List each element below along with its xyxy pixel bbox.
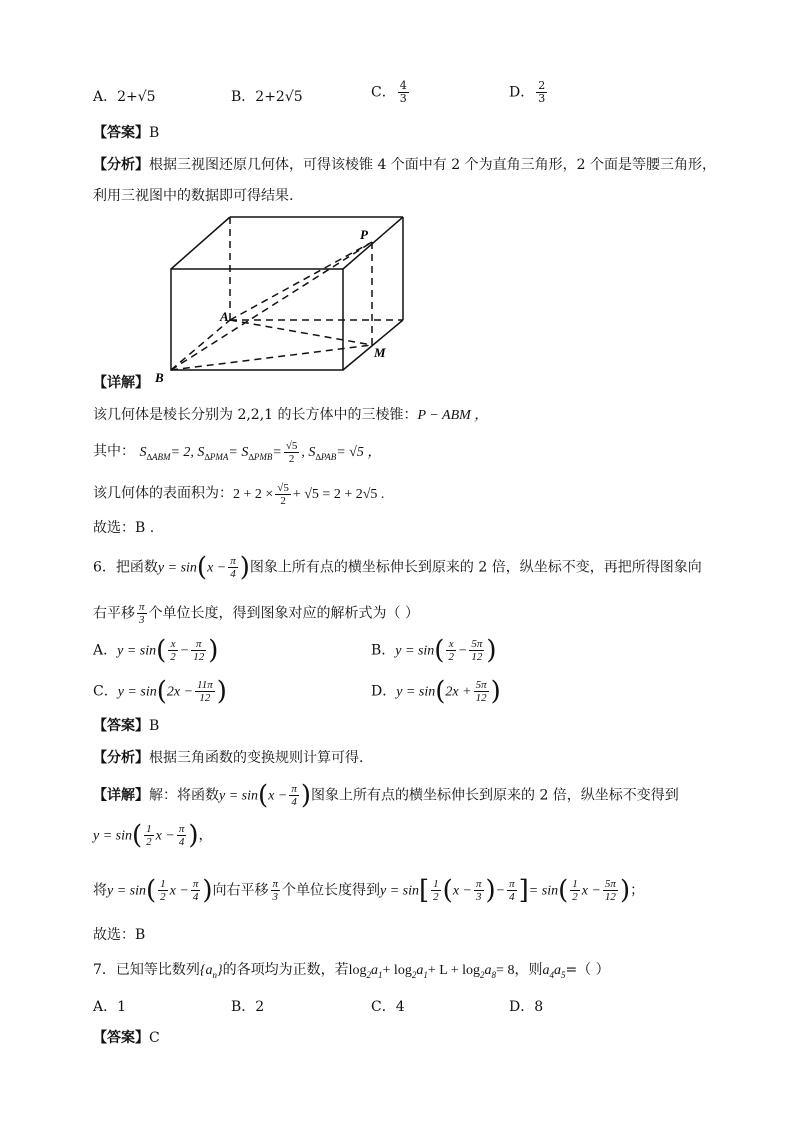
math-text: = 2, S — [170, 444, 205, 460]
frac-den: 4 — [178, 836, 185, 848]
q5-answer — [93, 123, 159, 143]
subscript: ∆PMB — [248, 451, 273, 462]
frac-num: π — [291, 783, 297, 795]
q5-detail-tag — [93, 373, 149, 393]
subscript: 4 — [549, 970, 554, 980]
frac-den: 12 — [475, 692, 487, 704]
frac-den: 3 — [272, 891, 278, 903]
q6-choose — [93, 925, 145, 945]
math-text: y = sin — [107, 883, 146, 899]
frac-num: 1 — [572, 878, 578, 890]
frac-den: 4 — [192, 891, 199, 903]
subscript: 2 — [411, 970, 417, 980]
q6-detail-line-3 — [93, 875, 645, 906]
subscript: 2 — [366, 970, 372, 980]
subscript: 8 — [491, 970, 497, 980]
q5-analysis-line-2 — [93, 186, 293, 206]
left-bracket: [ — [419, 875, 430, 906]
frac-den: 2 — [433, 891, 439, 903]
segment-ap — [230, 242, 372, 320]
segment-bp — [171, 242, 372, 370]
sequence-symbol — [200, 963, 223, 978]
fraction — [195, 679, 215, 704]
math-text: x − — [452, 883, 472, 899]
frac-num: 2 — [538, 79, 546, 92]
q5-option-c-label: C． — [371, 84, 396, 101]
q5-option-a-text: A．2+√5 — [93, 89, 156, 105]
subscript: 1 — [423, 970, 428, 980]
left-paren: ( — [196, 552, 208, 583]
choose-text: 故选：B . — [93, 520, 155, 536]
math-text: 2 + 2 × — [233, 486, 274, 502]
right-paren: ) — [486, 635, 497, 666]
math-text: y = sin — [117, 643, 157, 659]
option-text: D．8 — [509, 999, 544, 1015]
fraction — [507, 878, 517, 903]
right-paren: ) — [208, 635, 219, 666]
right-paren: ) — [490, 676, 501, 707]
subscript: ∆ABM — [146, 451, 171, 462]
label-b: B — [155, 370, 164, 385]
frac-num: x — [446, 638, 456, 651]
math-text: y = sin — [93, 828, 132, 844]
frac-den: 2 — [146, 836, 152, 848]
math-text: log — [348, 963, 367, 978]
math-text: a — [371, 963, 379, 978]
option-text: B．2 — [231, 999, 265, 1015]
q6-option-a: A．y = sin( $\frac{x}{2}$ − $\frac{\pi}{12}$ ) — [93, 635, 219, 666]
detail-tag: 【详解】 — [93, 787, 149, 804]
cuboid-edge — [343, 320, 403, 370]
fraction — [474, 878, 484, 903]
right-paren: ) — [300, 780, 311, 811]
left-paren: ( — [156, 635, 167, 666]
frac-num: x — [168, 638, 178, 651]
math-text: = √5 ， — [336, 444, 382, 460]
math-text: x − — [268, 788, 288, 804]
cuboid-edge — [343, 217, 403, 269]
frac-den: 3 — [476, 891, 482, 903]
frac-num: π — [192, 878, 199, 890]
question-text: =（ ） — [565, 962, 610, 978]
analysis-tag: 【分析】 — [93, 157, 149, 173]
fraction — [469, 638, 484, 663]
frac-num: √5 — [277, 482, 289, 494]
frac-num: 1 — [160, 878, 166, 890]
frac-num: π — [272, 878, 279, 890]
pyramid-name: P − ABM ， — [417, 408, 489, 423]
math-text: − — [495, 883, 506, 899]
q5-option-d — [509, 80, 549, 105]
frac-den: 2 — [280, 495, 286, 507]
fraction — [144, 823, 154, 848]
q5-choose — [93, 518, 154, 538]
product-expr — [542, 963, 565, 978]
answer-tag: 【答案】 — [93, 125, 149, 141]
frac-den: 2 — [160, 891, 166, 903]
frac-num: 5π — [475, 679, 487, 691]
q7-option-c — [371, 997, 405, 1017]
subscript: 5 — [560, 970, 566, 980]
analysis-tag: 【分析】 — [93, 750, 149, 766]
frac-den: 4 — [291, 796, 297, 808]
frac-den: 2 — [170, 651, 176, 663]
q5-option-d-fraction — [536, 80, 547, 105]
question-text: ，则 — [514, 962, 543, 978]
right-paren: ) — [619, 875, 631, 906]
q6-detail-line-2 — [93, 820, 213, 851]
q5-option-c-fraction — [398, 80, 409, 105]
math-text: y = sin — [117, 684, 157, 700]
left-paren: ( — [442, 875, 453, 906]
answer-value: B — [149, 125, 160, 141]
left-paren: ( — [435, 676, 446, 707]
q5-option-d-label: D． — [509, 84, 535, 101]
frac-den: 3 — [139, 614, 145, 626]
fraction — [289, 783, 299, 808]
q6-option-b: B．y = sin( $\frac{x}{2}$ − $\frac{5\pi}{12}$ ) — [371, 635, 497, 666]
frac-num: 5π — [471, 638, 483, 650]
detail-text: 图象上所有点的横坐标伸长到原来的 2 倍，纵坐标不变得到 — [311, 787, 679, 804]
fraction — [431, 878, 441, 903]
q7-option-b — [231, 997, 264, 1017]
math-text: = — [272, 444, 282, 460]
q6-stem-line-1 — [93, 552, 702, 583]
detail-text: ， — [198, 827, 213, 844]
math-text: + √5 = 2 + 2√5 . — [292, 486, 385, 502]
q7-stem — [93, 960, 610, 985]
detail-text: 该几何体的表面积为： — [93, 485, 233, 502]
detail-tag: 【详解】 — [93, 375, 149, 391]
question-text: 右平移 — [93, 605, 135, 622]
subscript: n — [212, 970, 218, 980]
q5-analysis-line-1 — [93, 155, 716, 175]
q5-detail-line-2 — [93, 440, 381, 467]
math-text: a — [484, 963, 492, 978]
fraction — [275, 482, 291, 507]
choose-text: 故选：B — [93, 927, 146, 943]
option-label: A． — [93, 642, 118, 659]
label-m: M — [374, 345, 386, 360]
subscript: ∆PAB — [315, 451, 337, 462]
detail-text: 其中： — [93, 443, 135, 460]
math-text: x − — [169, 883, 189, 899]
q6-analysis — [93, 748, 363, 768]
area-symbol: S — [139, 444, 147, 460]
segment-am — [230, 320, 372, 345]
q7-option-a — [93, 997, 126, 1017]
math-text: + log — [382, 963, 412, 978]
log-equation — [349, 963, 515, 978]
math-text: = S — [228, 444, 249, 460]
fraction — [228, 555, 238, 580]
question-text: 图象上所有点的横坐标伸长到原来的 2 倍，纵坐标不变，再把所得图象向 — [249, 559, 702, 576]
cuboid-pyramid-figure — [150, 212, 410, 387]
frac-num: π — [230, 555, 236, 567]
math-text: 2x + — [445, 684, 472, 700]
frac-den: 2 — [448, 651, 454, 663]
option-text: C．4 — [371, 999, 405, 1015]
math-text: } — [217, 963, 223, 978]
math-text: y = sin — [219, 788, 258, 804]
question-number: 6．把函数 — [93, 559, 158, 576]
analysis-text: 根据三角函数的变换规则计算可得. — [149, 750, 364, 766]
right-paren: ) — [239, 552, 250, 583]
fraction — [158, 878, 168, 903]
q6-stem-line-2 — [93, 601, 419, 626]
left-paren: ( — [156, 676, 167, 707]
math-text: a — [553, 963, 561, 978]
left-paren: ( — [258, 780, 269, 811]
frac-den: 12 — [199, 692, 211, 704]
detail-text: 个单位长度得到 — [282, 882, 381, 899]
analysis-text: 利用三视图中的数据即可得结果. — [93, 188, 294, 204]
right-paren: ) — [485, 875, 496, 906]
question-number: 7．已知等比数列 — [93, 962, 200, 978]
math-text: 2x − — [166, 684, 194, 700]
segment-bm — [171, 345, 372, 370]
analysis-text: 根据三视图还原几何体，可得该棱锥 4 个面中有 2 个为直角三角形，2 个面是等腰三角形， — [149, 157, 716, 173]
answer-value: B — [149, 718, 160, 734]
subscript: 1 — [378, 970, 383, 980]
math-text: = sin — [528, 883, 559, 899]
frac-den: 4 — [230, 568, 236, 580]
frac-den: 12 — [604, 891, 616, 903]
surface-area-formula — [233, 482, 385, 507]
math-text: y = sin — [380, 883, 420, 899]
fraction — [137, 601, 147, 626]
math-text: y = sin — [395, 643, 435, 659]
question-text: 个单位长度，得到图象对应的解析式为（ ） — [148, 605, 419, 622]
frac-den: 3 — [399, 92, 407, 105]
frac-num: π — [178, 823, 185, 835]
right-paren: ) — [202, 875, 213, 906]
frac-den: 12 — [471, 651, 483, 663]
question-text: 的各项均为正数，若 — [222, 962, 349, 978]
detail-text: 解：将函数 — [149, 787, 219, 804]
math-text: , S — [301, 444, 316, 460]
left-paren: ( — [558, 875, 569, 906]
math-text: {a — [199, 963, 213, 978]
frac-num: 1 — [433, 878, 439, 890]
q6-answer — [93, 716, 159, 736]
fraction — [603, 878, 618, 903]
fraction — [191, 878, 201, 903]
math-text: = 8 — [496, 963, 515, 978]
q6-option-d — [371, 676, 501, 707]
answer-tag: 【答案】 — [93, 1030, 149, 1046]
fraction — [168, 638, 178, 663]
math-text: y = sin — [157, 560, 197, 576]
fraction — [570, 878, 580, 903]
left-paren: ( — [132, 820, 143, 851]
q5-option-c — [371, 80, 411, 105]
q5-detail-line-1 — [93, 405, 488, 426]
frac-den: 2 — [288, 453, 295, 465]
q6-detail-line-1 — [93, 780, 679, 811]
math-text: x − — [207, 560, 227, 576]
label-p: P — [360, 227, 368, 242]
frac-den: 3 — [538, 92, 546, 105]
math-text: y = sin — [396, 684, 436, 700]
label-a: A — [220, 309, 229, 324]
left-paren: ( — [434, 635, 445, 666]
detail-text: 向右平移 — [212, 882, 269, 899]
frac-den: 2 — [572, 891, 578, 903]
option-label: D． — [371, 683, 397, 700]
detail-text: 该几何体是棱长分别为 2,2,1 的长方体中的三棱锥： — [93, 407, 418, 423]
fraction — [446, 638, 456, 663]
q6-option-c — [93, 676, 227, 707]
fraction — [271, 878, 281, 903]
math-text: a — [416, 963, 424, 978]
q5-option-b — [231, 87, 303, 107]
option-label: C． — [93, 683, 118, 700]
q7-option-d — [509, 997, 543, 1017]
area-formula — [139, 440, 382, 465]
frac-num: π — [509, 878, 515, 890]
math-text: a — [542, 963, 550, 978]
frac-num: 11π — [197, 679, 213, 691]
fraction — [284, 440, 300, 465]
frac-num: 4 — [399, 79, 407, 92]
right-paren: ) — [188, 820, 199, 851]
cuboid-edge — [171, 217, 230, 269]
fraction — [191, 638, 206, 663]
hidden-edge — [171, 320, 230, 370]
right-bracket: ] — [518, 875, 529, 906]
answer-tag: 【答案】 — [93, 718, 149, 734]
math-text: x − — [581, 883, 601, 899]
q5-option-b-text: B．2+2√5 — [231, 89, 303, 105]
fraction — [474, 679, 489, 704]
fraction — [177, 823, 187, 848]
answer-value: C — [149, 1030, 160, 1046]
frac-num: 1 — [146, 823, 152, 835]
detail-text: ； — [630, 882, 645, 899]
subscript: 2 — [480, 970, 485, 980]
q5-detail-line-3 — [93, 482, 384, 507]
frac-num: √5 — [285, 440, 298, 452]
detail-text: 将 — [93, 882, 107, 899]
option-text: A．1 — [93, 999, 127, 1015]
math-text: + L + log — [427, 963, 481, 978]
math-text: x − — [155, 828, 175, 844]
q5-option-a — [93, 87, 156, 107]
frac-den: 4 — [509, 891, 515, 903]
option-label: B． — [371, 642, 396, 659]
subscript: ∆PMA — [204, 451, 229, 462]
right-paren: ) — [216, 676, 227, 707]
q7-answer — [93, 1028, 160, 1048]
frac-num: 5π — [604, 878, 616, 890]
left-paren: ( — [146, 875, 157, 906]
frac-num: π — [191, 638, 206, 651]
frac-num: π — [139, 601, 145, 613]
frac-den: 12 — [193, 651, 205, 663]
frac-num: π — [476, 878, 482, 890]
